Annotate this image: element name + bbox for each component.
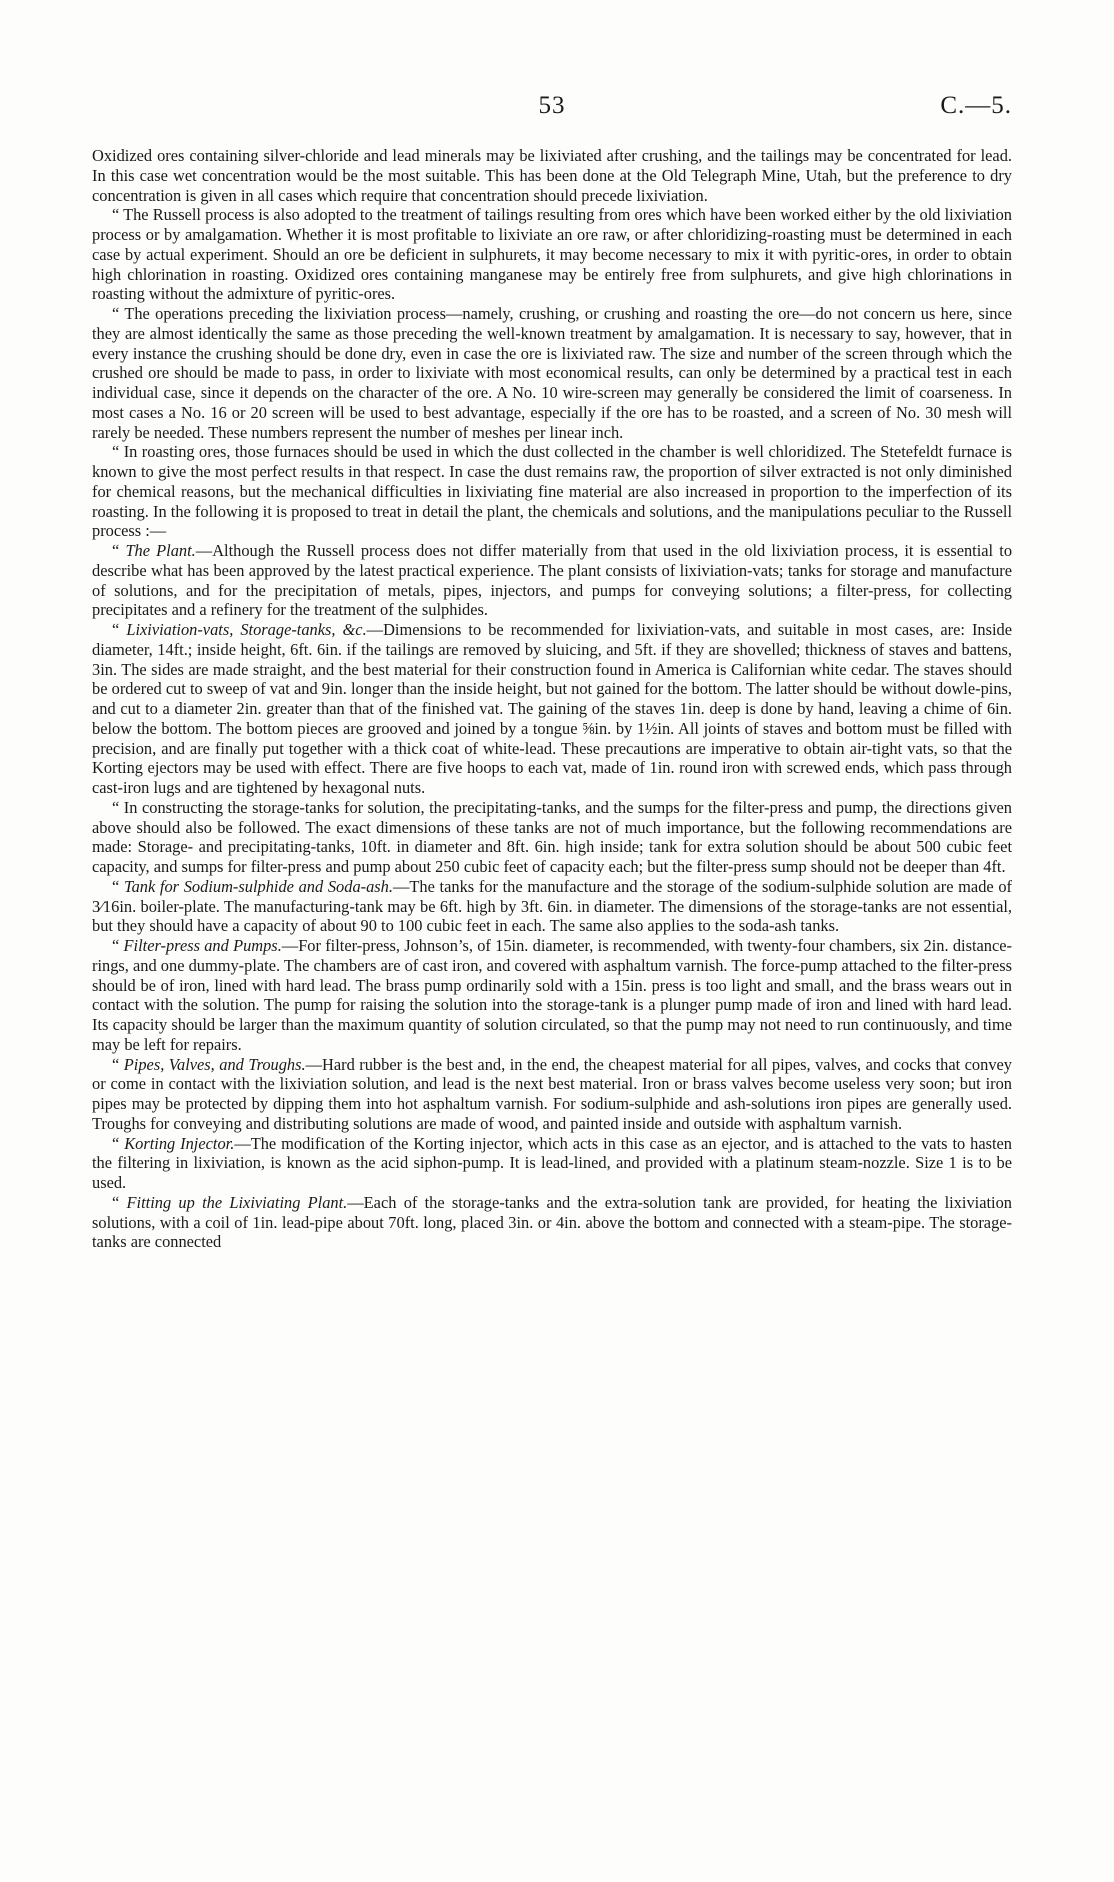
paragraph-korting-injector: “ Korting Injector.—The modification of the Korting injector, which acts in this case as an ejector, and is attached to the vats to hasten the filtering in lixiviation, is known as the acid siphon-pump. It is lead-lined, and provided with a platinum steam-nozzle. Size 1 is to be used. (92, 1133, 1012, 1192)
section-heading: Filter-press and Pumps. (123, 936, 282, 955)
section-heading: Lixiviation-vats, Storage-tanks, &c. (126, 620, 367, 639)
section-heading: Fitting up the Lixiviating Plant. (126, 1192, 348, 1212)
page-number: 53 (538, 92, 566, 119)
paragraph: “ In constructing the storage-tanks for solution, the precipitating-tanks, and the sumps for the filter-press and pump, the directions given above should also be followed. The exact dimensions of these tanks are not of much importance, but the following recommendations are made: Storage- and precipitating-tanks, 10ft. in diameter and 8ft. 6in. high inside; tank for extra solution should be about 500 cubic feet capacity, and sumps for filter-press and pump about 250 cubic feet of capacity each; but the filter-press sump should not be deeper than 4ft. (92, 797, 1012, 876)
paragraph: Oxidized ores containing silver-chloride and lead minerals may be lixiviated after crushing, and the tailings may be concentrated for lead. In this case wet concentration would be the most suitable. This has been done at the Old Telegraph Mine, Utah, but the preference to dry concentration is given in all cases which require that concentration should precede lixiviation. (92, 146, 1012, 205)
document-reference: C.—5. (940, 92, 1012, 119)
paragraph-the-plant: “ The Plant.—Although the Russell process does not differ materially from that used in the old lixiviation process, it is essential to describe what has been approved by the latest practical experience. The plant consists of lixiviation-vats; tanks for storage and manufacture of solutions, and for the precipitation of metals, pipes, injectors, and pumps for conveying solutions; a filter-press, for collecting precipitates and a refinery for the treatment of the sulphides. (92, 541, 1013, 620)
section-heading: The Plant. (125, 541, 196, 560)
paragraph-lixiviation-vats: “ Lixiviation-vats, Storage-tanks, &c.—Dimensions to be recommended for lixiviation-vats, and suitable in most cases, are: Inside diameter, 14ft.; inside height, 6ft. 6in. if the tailings are removed by sluicing, and 5ft. if they are shovelled; thickness of staves and battens, 3in. The sides are made straight, and the best material for their construction found in America is Californian white cedar. The staves should be ordered cut to sweep of vat and 9in. longer than the inside height, but not gained for the bottom. The latter should be without dowle-pins, and cut to a diameter 2in. greater than that of the finished vat. The gaining of the staves 1in. deep is done by hand, leaving a chime of 6in. below the bottom. The bottom pieces are grooved and joined by a tongue ⅝in. by 1½in. All joints of staves and bottom must be filled with precision, and are finally put together with a thick coat of white-lead. These precautions are imperative to obtain air-tight vats, so that the Korting ejectors may be used with effect. There are five hoops to each vat, made of 1in. round iron with screwed ends, which pass through cast-iron lugs and are tightened by hexagonal nuts. (92, 620, 1012, 797)
paragraph-sodium-sulphide-tank: “ Tank for Sodium-sulphide and Soda-ash.—The tanks for the manufacture and the storage of the sodium-sulphide solution are made of 3⁄16in. boiler-plate. The manufacturing-tank may be 6ft. high by 3ft. 6in. in diameter. The dimensions of the storage-tanks are not essential, but they should have a capacity of about 90 to 100 cubic feet in each. The same also applies to the soda-ash tanks. (92, 876, 1013, 936)
page-header (92, 92, 1012, 128)
paragraph-filter-press: “ Filter-press and Pumps.—For filter-press, Johnson’s, of 15in. diameter, is recommended, with twenty-four chambers, six 2in. distance-rings, and one dummy-plate. The chambers are of cast iron, and covered with asphaltum varnish. The force-pump attached to the filter-press should be of iron, lined with hard lead. The brass pump ordinarily sold with a 15in. press is too light and small, and the brass wears out in contact with the solution. The pump for raising the solution into the storage-tank is a plunger pump made of iron and lined with hard lead. Its capacity should be larger than the maximum quantity of solution circulated, so that the pump may not need to run continuously, and time may be left for repairs. (92, 936, 1013, 1054)
paragraph: “ In roasting ores, those furnaces should be used in which the dust collected in the chamber is well chloridized. The Stetefeldt furnace is known to give the most perfect results in that respect. In case the dust remains raw, the proportion of silver extracted is not only diminished for chemical reasons, but the mechanical difficulties in lixiviating fine material are also increased in proportion to the imperfection of its roasting. In the following it is proposed to treat in detail the plant, the chemicals and solutions, and the manipulations peculiar to the Russell process :— (92, 442, 1012, 541)
section-heading: Korting Injector. (124, 1133, 235, 1153)
body-text (92, 146, 1012, 1252)
paragraph-fitting-up: “ Fitting up the Lixiviating Plant.—Each of the storage-tanks and the extra-solution tank are provided, for heating the lixiviation solutions, with a coil of 1in. lead-pipe about 70ft. long, placed 3in. or 4in. above the bottom and connected with a steam-pipe. The storage-tanks are connected (92, 1192, 1013, 1252)
section-heading: Tank for Sodium-sulphide and Soda-ash. (123, 876, 393, 896)
section-heading: Pipes, Valves, and Troughs. (123, 1054, 306, 1074)
paragraph: “ The operations preceding the lixiviation process—namely, crushing, or crushing and roasting the ore—do not concern us here, since they are almost identically the same as those preceding the well-known treatment by amalgamation. It is necessary to say, however, that in every instance the crushing should be done dry, even in case the ore is lixiviated raw. The size and number of the screen through which the crushed ore should be made to pass, in order to lixiviate with most economical results, can only be determined by a practical test in each individual case, since it depends on the character of the ore. A No. 10 wire-screen may generally be considered the limit of coarseness. In most cases a No. 16 or 20 screen will be used to best advantage, especially if the ore has to be roasted, and a screen of No. 30 mesh will rarely be needed. These numbers represent the number of meshes per linear inch. (92, 304, 1012, 442)
paragraph-pipes-valves: “ Pipes, Valves, and Troughs.—Hard rubber is the best and, in the end, the cheapest material for all pipes, valves, and cocks that convey or come in contact with the lixiviation solution, and lead is the next best material. Iron or brass valves become useless very soon; but iron pipes may be protected by dipping them into hot asphaltum varnish. For sodium-sulphide and ash-solutions iron pipes are generally used. Troughs for conveying and distributing solutions are made of wood, and painted inside and outside with asphaltum varnish. (92, 1054, 1012, 1133)
paragraph: “ The Russell process is also adopted to the treatment of tailings resulting from ores which have been worked either by the old lixiviation process or by amalgamation. Whether it is most profitable to lixiviate an ore raw, or after chloridizing-roasting must be determined in each case by actual experiment. Should an ore be deficient in sulphurets, it may become necessary to mix it with pyritic-ores, in order to obtain high chlorination in roasting. Oxidized ores containing manganese may be entirely free from sulphurets, and give high chlorinations in roasting without the admixture of pyritic-ores. (92, 205, 1012, 304)
